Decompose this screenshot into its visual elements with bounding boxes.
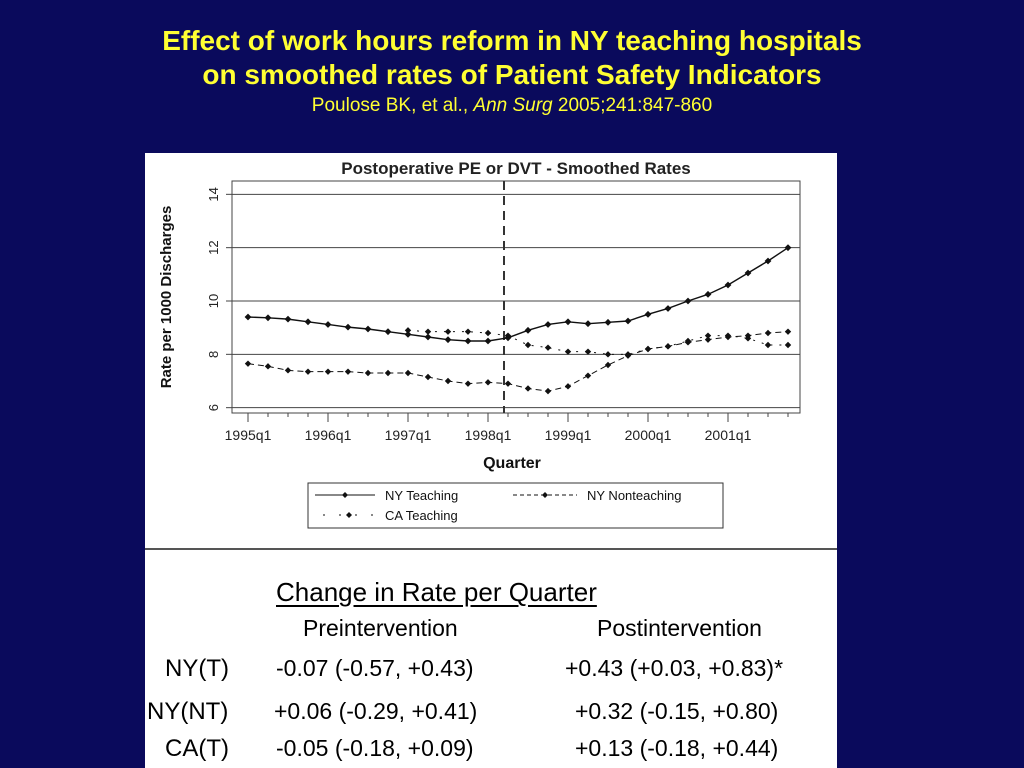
y-tick-label-6: 6 [206,404,222,412]
row-label-ny-t: NY(T) [165,655,229,682]
data-point-ny-nonteaching [585,372,591,378]
data-point-ny-nonteaching [505,380,511,386]
data-point-ny-teaching [585,320,592,327]
data-point-ny-teaching [345,324,352,331]
data-point-ca-teaching [765,342,771,348]
legend-label-ca-teaching: CA Teaching [385,508,458,523]
data-point-ny-teaching [385,328,392,335]
x-tick-label: 1997q1 [384,427,432,443]
data-point-ca-teaching [605,351,611,357]
data-point-ny-teaching [665,305,672,312]
x-tick-label: 1998q1 [464,427,512,443]
row-label-ca-t: CA(T) [165,735,229,762]
data-point-ny-nonteaching [765,330,771,336]
data-point-ny-nonteaching [405,370,411,376]
data-point-ny-teaching [305,318,312,325]
data-point-ny-nonteaching [485,379,491,385]
data-point-ny-teaching [325,321,332,328]
data-point-ny-teaching [485,338,492,345]
data-point-ny-nonteaching [285,367,291,373]
data-point-ny-teaching [685,298,692,305]
x-tick-label: 2001q1 [704,427,752,443]
data-point-ny-teaching [625,318,632,325]
data-point-ny-teaching [645,311,652,318]
data-point-ca-teaching [465,328,471,334]
data-point-ca-teaching [645,346,651,352]
plot-frame [232,181,800,413]
data-point-ny-teaching [605,319,612,326]
pe-dvt-chart [145,153,837,548]
y-axis-label: Rate per 1000 Discharges [158,205,175,389]
cell-ny-t-pre: -0.07 (-0.57, +0.43) [276,655,474,681]
col-header-pre: Preintervention [303,615,458,641]
x-tick-label: 1999q1 [544,427,592,443]
data-point-ny-teaching [365,326,372,333]
data-point-ny-teaching [525,327,532,334]
legend-label-ny-teaching: NY Teaching [385,488,459,503]
data-point-ny-nonteaching [465,380,471,386]
data-point-ny-nonteaching [385,370,391,376]
data-point-ny-nonteaching [365,370,371,376]
y-tick-label-14: 14 [206,187,221,202]
data-point-ca-teaching [425,328,431,334]
cell-ca-t-pre: -0.05 (-0.18, +0.09) [276,735,474,761]
data-point-ca-teaching [485,330,491,336]
data-point-ny-nonteaching [325,368,331,374]
y-tick-label-10: 10 [206,293,221,309]
row-label-ny-nt: NY(NT) [147,698,229,725]
x-tick-label: 2000q1 [624,427,672,443]
data-point-ny-teaching [245,314,252,321]
change-rate-table [145,573,837,768]
change-table-title: Change in Rate per Quarter [276,577,597,607]
data-point-ny-nonteaching [785,328,791,334]
x-tick-label: 1995q1 [224,427,272,443]
cell-ny-nt-post: +0.32 (-0.15, +0.80) [575,698,779,724]
data-point-ny-nonteaching [345,368,351,374]
x-tick-label: 1996q1 [304,427,352,443]
cell-ny-t-post: +0.43 (+0.03, +0.83)* [565,655,784,681]
data-point-ny-nonteaching [545,388,551,394]
data-point-ny-teaching [285,316,292,323]
slide-title-line-1: Effect of work hours reform in NY teaching hospitals [162,25,862,56]
data-point-ny-nonteaching [605,362,611,368]
slide-title-line-2: on smoothed rates of Patient Safety Indicators [202,59,822,90]
citation-ref: 2005;241:847-860 [557,95,713,116]
citation-authors: Poulose BK, et al., [311,95,469,116]
cell-ca-t-post: +0.13 (-0.18, +0.44) [575,735,779,761]
data-point-ny-nonteaching [445,378,451,384]
series-line-ca-teaching [408,330,788,354]
data-point-ca-teaching [405,327,411,333]
data-point-ca-teaching [785,342,791,348]
data-point-ca-teaching [665,343,671,349]
panel-divider [145,548,837,550]
figure-panel [145,153,837,768]
slide-title-block [0,24,1024,118]
data-point-ny-nonteaching [525,385,531,391]
col-header-post: Postintervention [597,615,762,641]
data-point-ca-teaching [445,328,451,334]
data-point-ca-teaching [705,332,711,338]
y-tick-label-8: 8 [206,350,221,358]
data-point-ny-teaching [445,336,452,343]
data-point-ca-teaching [545,344,551,350]
chart-title: Postoperative PE or DVT - Smoothed Rates [341,159,691,178]
data-point-ny-nonteaching [565,383,571,389]
data-point-ny-nonteaching [425,374,431,380]
data-point-ca-teaching [525,342,531,348]
data-point-ny-teaching [745,270,752,277]
data-point-ny-nonteaching [265,363,271,369]
data-point-ny-teaching [465,338,472,345]
x-axis-label: Quarter [483,455,541,472]
legend-label-ny-nonteaching: NY Nonteaching [587,488,682,503]
data-point-ny-teaching [265,314,272,321]
data-point-ny-teaching [565,318,572,325]
data-point-ny-teaching [725,282,732,289]
data-point-ny-teaching [705,291,712,298]
data-point-ny-teaching [545,321,552,328]
data-point-ny-nonteaching [305,368,311,374]
data-point-ny-nonteaching [245,360,251,366]
citation-journal: Ann Surg [473,95,553,116]
citation [0,94,1024,118]
y-tick-label-12: 12 [206,240,221,255]
cell-ny-nt-pre: +0.06 (-0.29, +0.41) [274,698,478,724]
